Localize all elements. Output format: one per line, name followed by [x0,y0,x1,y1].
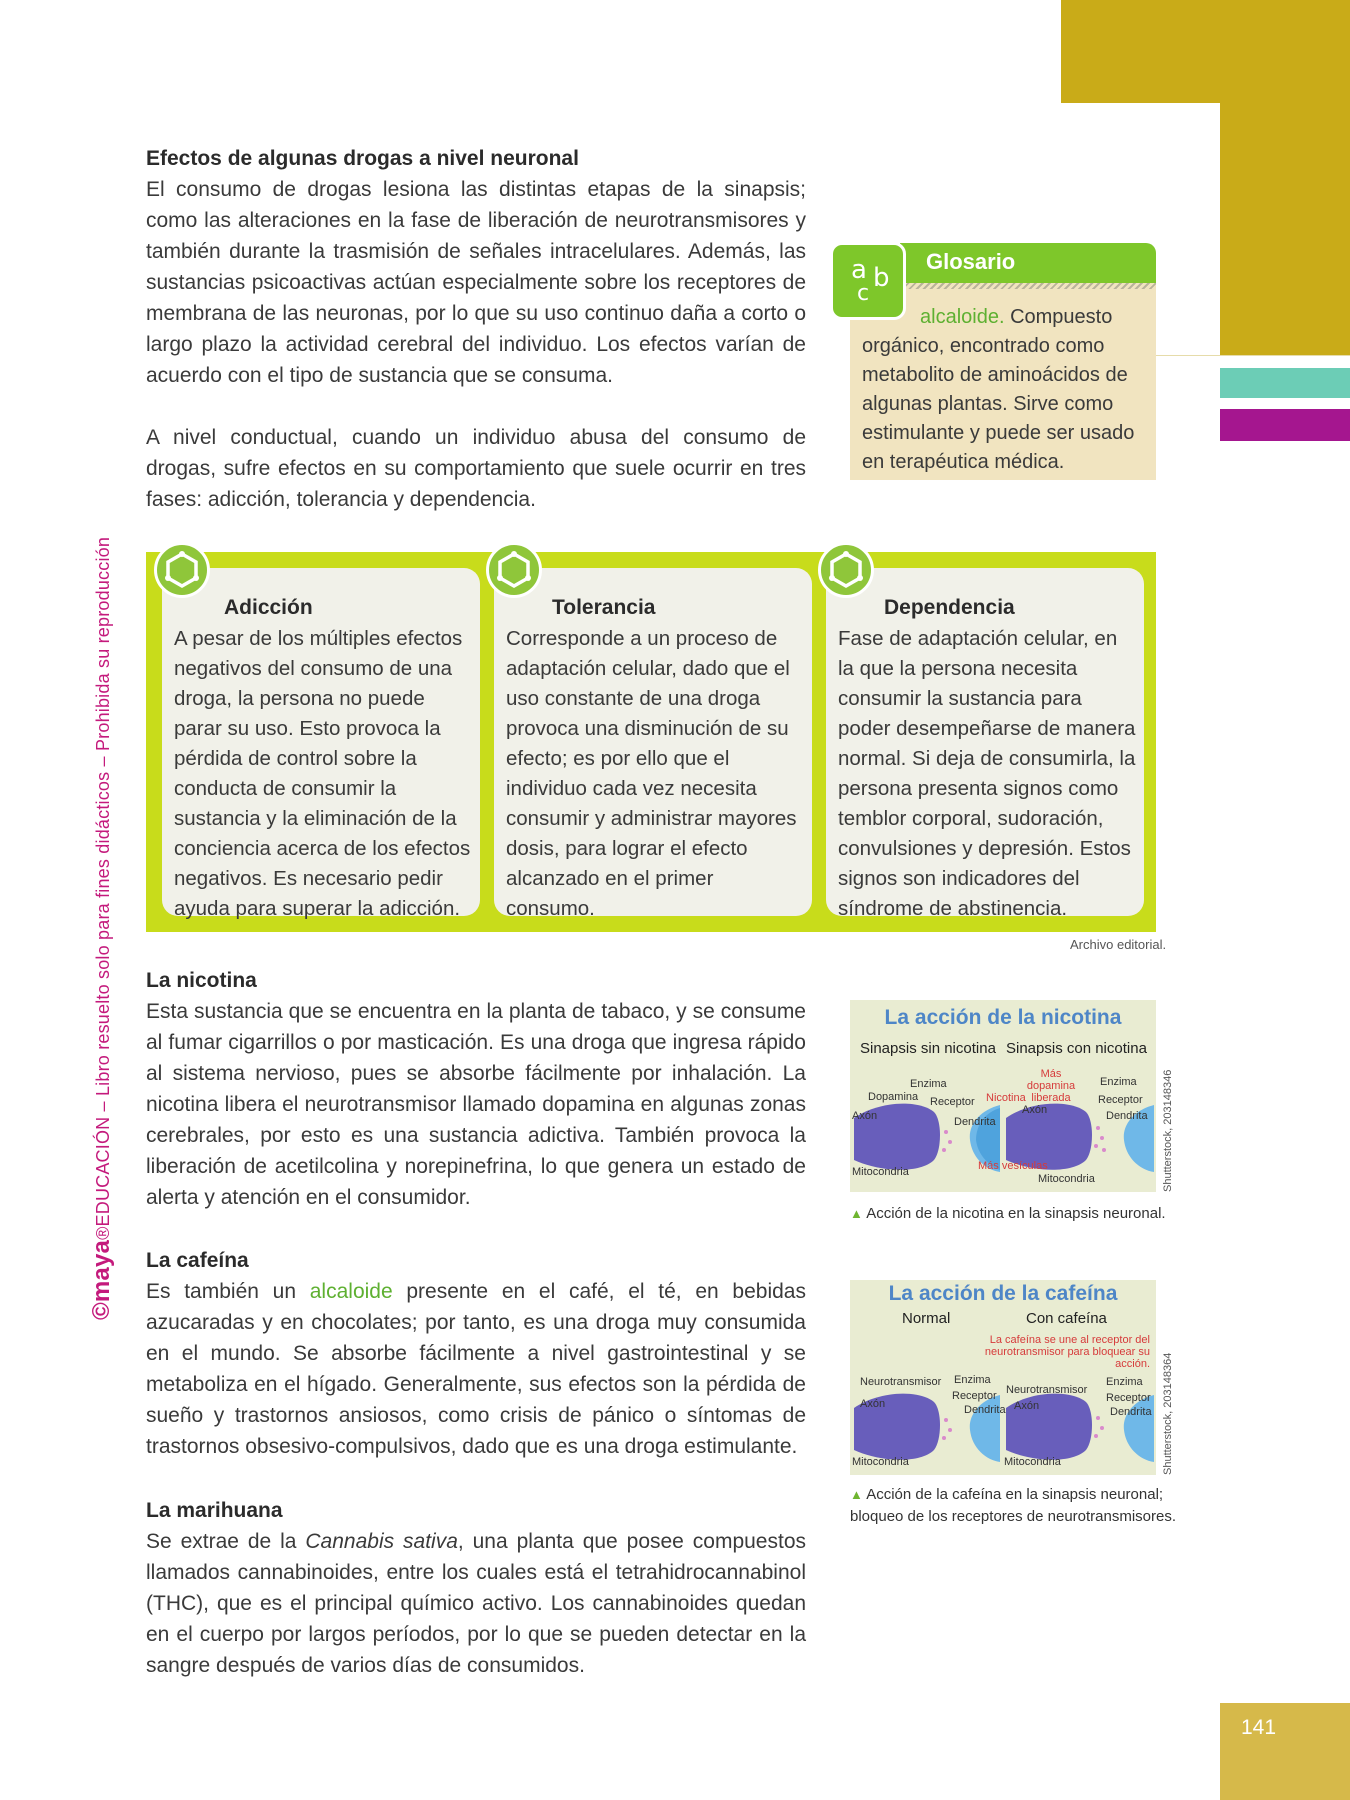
nicotina-section [146,965,806,1213]
diagram-label: Axón [1022,1104,1048,1116]
panel-label: Sinapsis con nicotina [1006,1040,1147,1057]
diagram-label: Dopamina [868,1091,919,1103]
section-heading: La nicotina [146,969,257,992]
decorative-purple-tab [1220,409,1350,441]
glossary-stripe [900,283,1156,289]
diagram-label: Axón [860,1398,886,1410]
diagram-label: Mitocondria [1004,1456,1061,1468]
caffeine-figure [850,1280,1156,1475]
page-number: 141 [1241,1716,1277,1739]
figure-title: La acción de la cafeína [888,1282,1118,1305]
text-run: presente en el café, el té, en bebidas azucaradas y en chocolates; por tanto, es una droga muy consumida en el mundo. Se absorbe fácilmente a nivel gastrointestinal y se metaboliza en el hígado. Generalmente, sus efectos son la pérdida de sueño y trastornos ansiosos, como crisis de pánico o síntomas de trastornos obsesivo-compulsivos, dado que es una droga estimulante. [146,1280,806,1458]
glossary-term: alcaloide. [920,306,1005,328]
panel-label: Sinapsis sin nicotina [860,1040,996,1057]
glossary-title: Glosario [926,249,1016,274]
diagram-label: Enzima [954,1374,991,1386]
intro-paragraph-1: El consumo de drogas lesiona las distintas etapas de la sinapsis; como las alteraciones en la fase de liberación de neurotransmisores y también durante la trasmisión de señales intracelulares. Además, las sustancias psicoactivas actúan especialmente sobre los receptores de membrana de las neuronas, por lo que su uso continuo daña a corto o largo plazo la actividad cerebral del individuo. Los efectos varían de acuerdo con el tipo de sustancia que se consuma. [146,178,806,387]
decorative-divider [1130,355,1350,356]
diagram-label: Dendrita [964,1404,1006,1416]
cafeina-section [146,1245,806,1462]
molecule-icon [486,542,542,598]
caption-text: Acción de la nicotina en la sinapsis neuronal. [866,1205,1166,1222]
molecule-icon [818,542,874,598]
diagram-label: Axón [1014,1400,1040,1412]
section-text [146,1276,806,1462]
diagram-note: La cafeína se une al receptor del neurotransmisor para bloquear su acción. [984,1334,1150,1370]
page-number-box [1220,1703,1350,1800]
phase-title: Dependencia [884,596,1015,619]
diagram-label: Enzima [1106,1376,1143,1388]
panel-label: Normal [902,1310,951,1327]
figure-title: La acción de la nicotina [884,1006,1122,1029]
diagram-label: Neurotransmisor [1006,1384,1088,1396]
image-credit: Archivo editorial. [1070,937,1167,952]
glossary-box [850,243,1156,480]
caption-triangle-icon: ▲ [850,1206,863,1221]
diagram-label: Enzima [910,1078,947,1090]
glossary-definition [862,303,1152,477]
diagram-label: Dendrita [954,1116,996,1128]
section-text: Esta sustancia que se encuentra en la planta de tabaco, y se consume al fumar cigarrillos o por masticación. Es una droga que ingresa rápido al sistema nervioso, pues se absorbe fácilmente por inhalación. La nicotina libera el neurotransmisor llamado dopamina en algunas zonas cerebrales, por esto es una sustancia adictiva. También provoca la liberación de acetilcolina y norepinefrina, lo que genera un estado de alerta y atención en el consumidor. [146,1000,806,1209]
diagram-label: Dendrita [1110,1406,1152,1418]
caption-text: bloqueo de los receptores de neurotransmisores. [850,1508,1177,1525]
copyright-notice [88,460,116,1320]
diagram-label: Más vesículas [978,1160,1048,1172]
section-heading: La marihuana [146,1499,283,1522]
diagram-label: Axón [852,1110,878,1122]
phase-title: Tolerancia [552,596,656,619]
phase-text: Corresponde a un proceso de adaptación celular, dado que el uso constante de una droga provoca una disminución de su efecto; es por ello que el individuo cada vez necesita consumir y administrar mayores dosis, para lograr el efecto alcanzado en el primer consumo. [506,627,797,920]
figure-caption [850,1484,1176,1528]
diagram-label: Nicotina [986,1092,1026,1104]
diagram-label: Más dopamina liberada [1026,1068,1076,1104]
molecule-icon [154,542,210,598]
marihuana-section [146,1495,806,1681]
decorative-teal-tab [1220,368,1350,398]
phase-card-adiccion [162,568,480,920]
diagram-label: Mitocondria [852,1166,909,1178]
phase-text: Fase de adaptación celular, en la que la persona necesita consumir la sustancia para poder desempeñarse de manera normal. Si deja de consumirla, la persona presenta signos como temblor corporal, sudoración, convulsiones y depresión. Estos signos son indicadores del síndrome de abstinencia. [838,627,1136,920]
panel-label: Con cafeína [1026,1310,1107,1327]
section-text [146,1526,806,1681]
phase-text: A pesar de los múltiples efectos negativos del consumo de una droga, la persona no puede parar su uso. Esto provoca la pérdida de control sobre la conducta de consumir la sustancia y la eliminación de la conciencia acerca de los efectos negativos. Es necesario pedir ayuda para superar la adicción. [174,627,471,920]
image-credit: Shutterstock, 203148346 [1162,1069,1174,1192]
decorative-gold-band [1220,103,1350,355]
phase-card-tolerancia [494,568,812,920]
phase-title: Adicción [224,596,313,619]
publisher-logo-text: ©maya [88,1239,115,1320]
figure-caption [850,1203,1166,1225]
phase-card-dependencia [826,568,1144,920]
diagram-label: Mitocondria [1038,1173,1095,1185]
section-heading: La cafeína [146,1249,249,1272]
diagram-label: Receptor [952,1390,997,1402]
caption-triangle-icon: ▲ [850,1487,863,1502]
drug-phases-panel [146,552,1156,932]
diagram-label: Receptor [930,1096,975,1108]
text-run: Es también un [146,1280,310,1303]
diagram-label: Mitocondria [852,1456,909,1468]
image-credit: Shutterstock, 203148364 [1162,1352,1174,1475]
text-run: Se extrae de la [146,1530,306,1553]
icon-letter-c: c [857,281,870,306]
diagram-label: Receptor [1106,1392,1151,1404]
diagram-label: Dendrita [1106,1110,1148,1122]
icon-letter-b: b [873,263,890,293]
glossary-definition-text: Compuesto orgánico, encontrado como metabolito de aminoácidos de algunas plantas. Sirve como estimulante y puede ser usado en terapéutica médica. [862,306,1135,473]
icon-letter-a: a [851,255,867,285]
copyright-text: ®EDUCACIÓN – Libro resuelto solo para fines didácticos – Prohibida su reproducción [93,536,113,1240]
caption-text: Acción de la cafeína en la sinapsis neuronal; [866,1486,1164,1503]
nicotine-figure [850,1000,1156,1192]
text-run: , una planta que posee compuestos llamados cannabinoides, entre los cuales está el tetrahidrocannabinol (THC), que es el principal químico activo. Los cannabinoides quedan en el cuerpo por largos períodos, por lo que se pueden detectar en la sangre después de varios días de consumidos. [146,1530,806,1677]
glossary-term-link: alcaloide [309,1280,393,1303]
diagram-label: Enzima [1100,1076,1137,1088]
intro-paragraph-2: A nivel conductual, cuando un individuo abusa del consumo de drogas, sufre efectos en su comportamiento que suele ocurrir en tres fases: adicción, tolerancia y dependencia. [146,426,806,511]
decorative-gold-block [1061,0,1350,103]
section-heading: Efectos de algunas drogas a nivel neuronal [146,147,579,170]
diagram-label: Receptor [1098,1094,1143,1106]
diagram-label: Neurotransmisor [860,1376,942,1388]
intro-section [146,143,806,515]
species-name: Cannabis sativa [305,1530,458,1553]
